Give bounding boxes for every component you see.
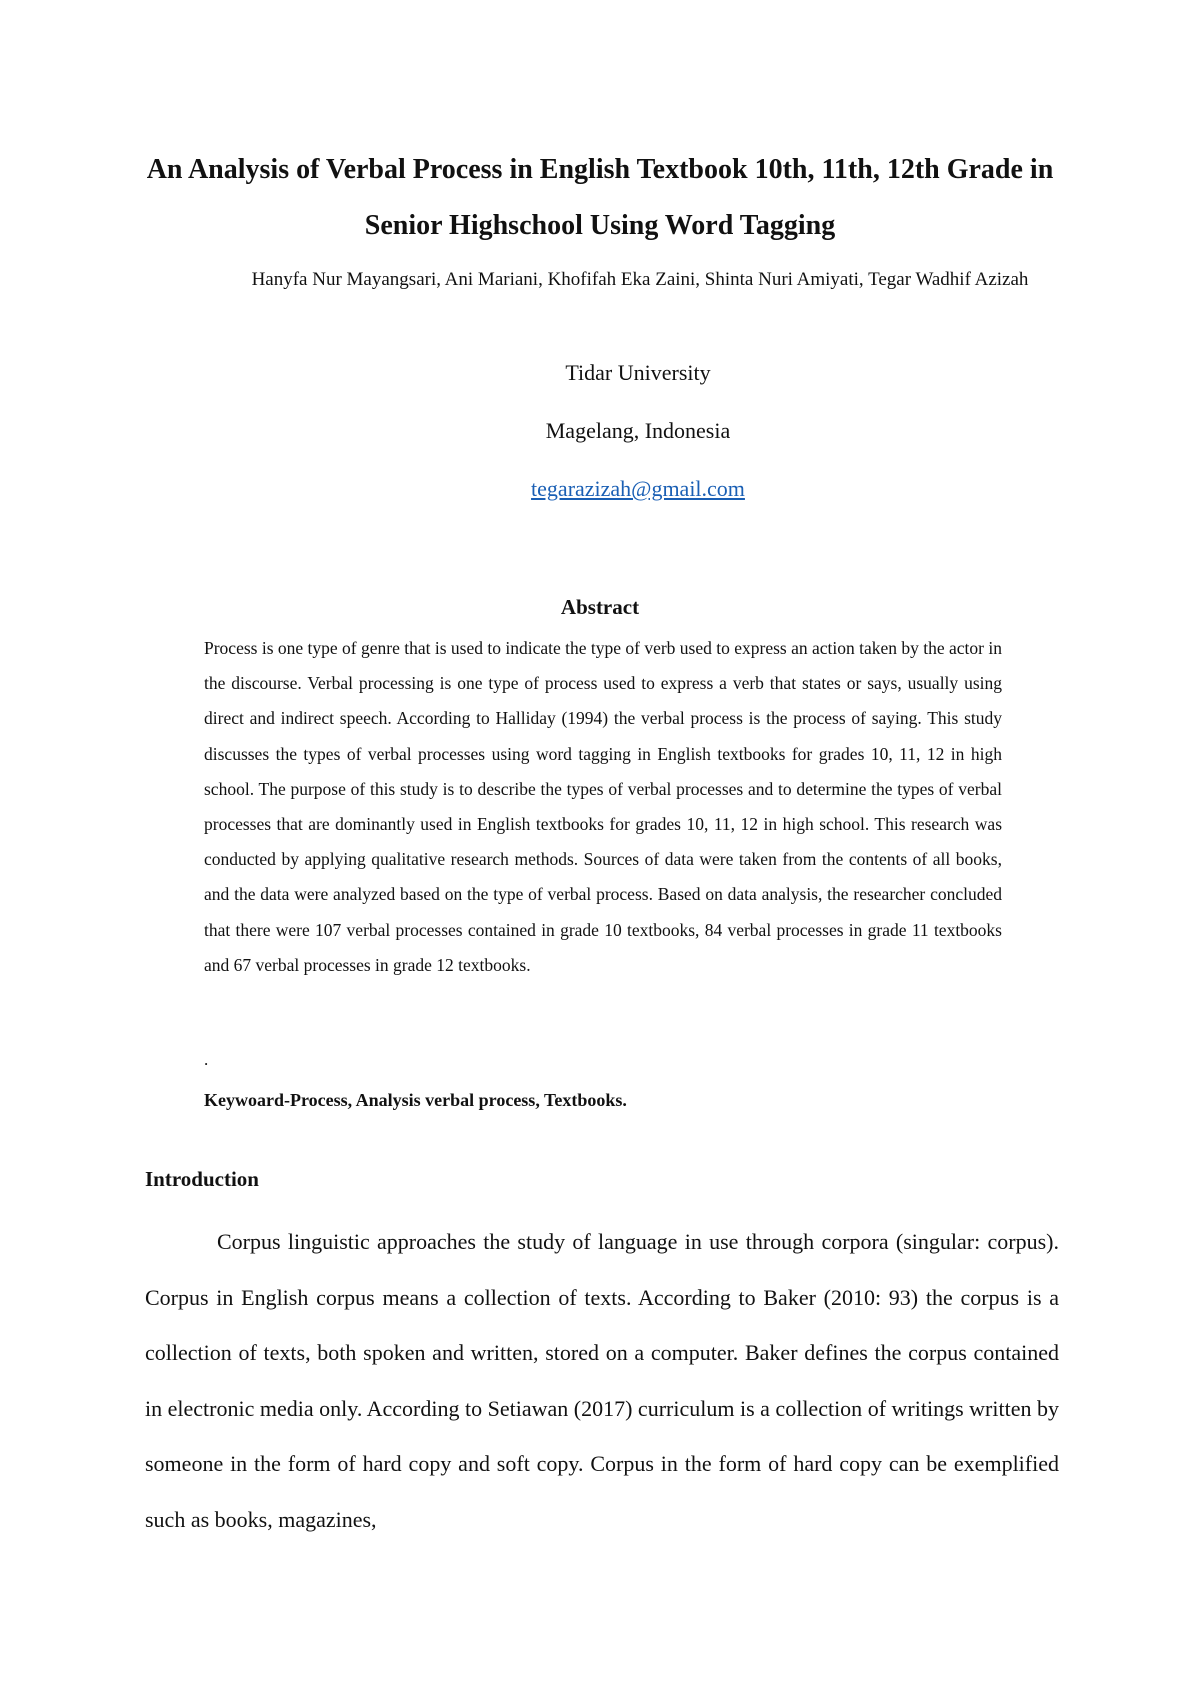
- university-name: Tidar University: [565, 360, 711, 385]
- email-link[interactable]: tegarazizah@gmail.com: [531, 476, 745, 501]
- introduction-heading: Introduction: [145, 1167, 259, 1191]
- author-list: Hanyfa Nur Mayangsari, Ani Mariani, Khofifah Eka Zaini, Shinta Nuri Amiyati, Tegar Wadhif Azizah: [251, 269, 1029, 290]
- paper-title: An Analysis of Verbal Process in English Textbook 10th, 11th, 12th Grade in Senior Highschool Using Word Tagging: [146, 154, 1054, 241]
- introduction-text: Corpus linguistic approaches the study of language in use through corpora (singular: corpus). Corpus in English corpus means a collection of texts. According to Baker (2010: 93) the corpus is a collection of texts, both spoken and written, stored on a computer. Baker defines the corpus contained in electronic media only. According to Setiawan (2017) curriculum is a collection of writings written by someone in the form of hard copy and soft copy. Corpus in the form of hard copy can be exemplified such as books, magazines,: [145, 1229, 1059, 1532]
- keywords: Keywoard-Process, Analysis verbal process, Textbooks.: [204, 1090, 627, 1110]
- abstract-heading: Abstract: [560, 595, 640, 619]
- abstract-body: Process is one type of genre that is used to indicate the type of verb used to express an action taken by the actor in the discourse. Verbal processing is one type of process used to express a verb that states or says, usually using direct and indirect speech. According to Halliday (1994) the verbal process is the process of saying. This study discusses the types of verbal processes using word tagging in English textbooks for grades 10, 11, 12 in high school. The purpose of this study is to describe the types of verbal processes and to determine the types of verbal processes that are dominantly used in English textbooks for grades 10, 11, 12 in high school. This research was conducted by applying qualitative research methods. Sources of data were taken from the contents of all books, and the data were analyzed based on the type of verbal process. Based on data analysis, the researcher concluded that there were 107 verbal processes contained in grade 10 textbooks, 84 verbal processes in grade 11 textbooks and 67 verbal processes in grade 12 textbooks.: [204, 638, 1002, 975]
- location: Magelang, Indonesia: [545, 418, 731, 443]
- abstract-trailing-mark: .: [204, 1050, 209, 1069]
- introduction-body: [145, 1214, 1059, 1547]
